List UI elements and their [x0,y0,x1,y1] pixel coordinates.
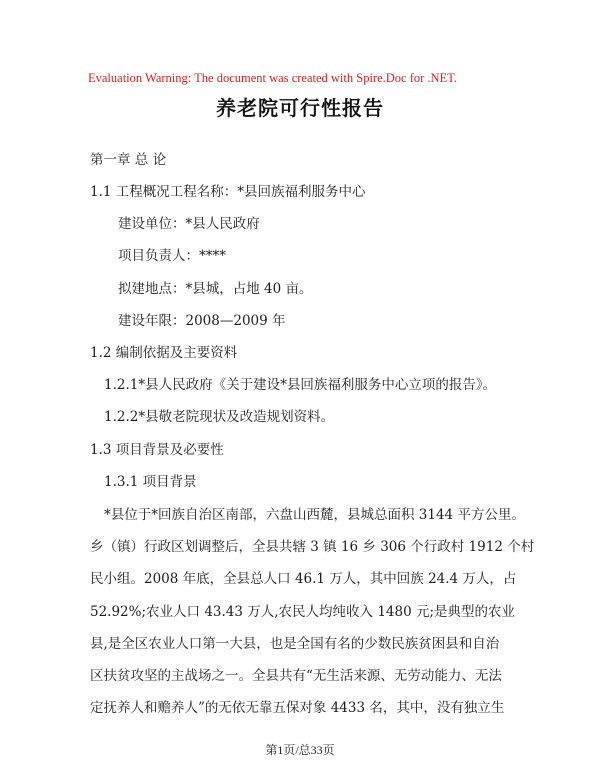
evaluation-warning: Evaluation Warning: The document was created with Spire.Doc for .NET. [88,71,458,85]
section-1-2-2: 1.2.2*县敬老院现状及改造规划资料。 [104,409,335,425]
construction-years: 建设年限：2008—2009 年 [118,313,286,329]
body-line: 民小组。2008 年底，全县总人口 46.1 万人，其中回族 24.4 万人，占 [90,571,517,587]
body-line: 乡（镇）行政区划调整后，全县共辖 3 镇 16 乡 306 个行政村 1912 个村 [90,539,535,555]
body-line: 定抚养人和赡养人”的无依无靠五保对象 4433 名，其中，没有独立生 [90,700,505,716]
section-1-2-1: 1.2.1*县人民政府《关于建设*县回族福利服务中心立项的报告》。 [104,377,497,393]
construction-location: 拟建地点：*县城，占地 40 亩。 [118,281,313,297]
body-line: *县位于*回族自治区南部，六盘山西麓，县城总面积 3144 平方公里。 [104,507,525,523]
document-title: 养老院可行性报告 [216,96,384,120]
body-line: 52.92%;农业人口 43.43 万人,农民人均纯收入 1480 元;是典型的农业 [90,604,516,620]
chapter-heading: 第一章 总 论 [90,152,167,168]
body-line: 区扶贫攻坚的主战场之一。全县共有“无生活来源、无劳动能力、无法 [90,668,502,684]
page-number-footer: 第1页/总33页 [265,743,335,757]
project-leader: 项目负责人：**** [118,248,226,264]
section-1-3-heading: 1.3 项目背景及必要性 [90,442,224,458]
body-line: 县,是全区农业人口第一大县，也是全国有名的少数民族贫困县和自治 [90,636,500,652]
section-1-1-heading: 1.1 工程概况工程名称：*县回族福利服务中心 [90,184,366,200]
section-1-2-heading: 1.2 编制依据及主要资料 [90,345,238,361]
section-1-3-1-heading: 1.3.1 项目背景 [104,474,197,490]
construction-unit: 建设单位：*县人民政府 [118,216,260,232]
